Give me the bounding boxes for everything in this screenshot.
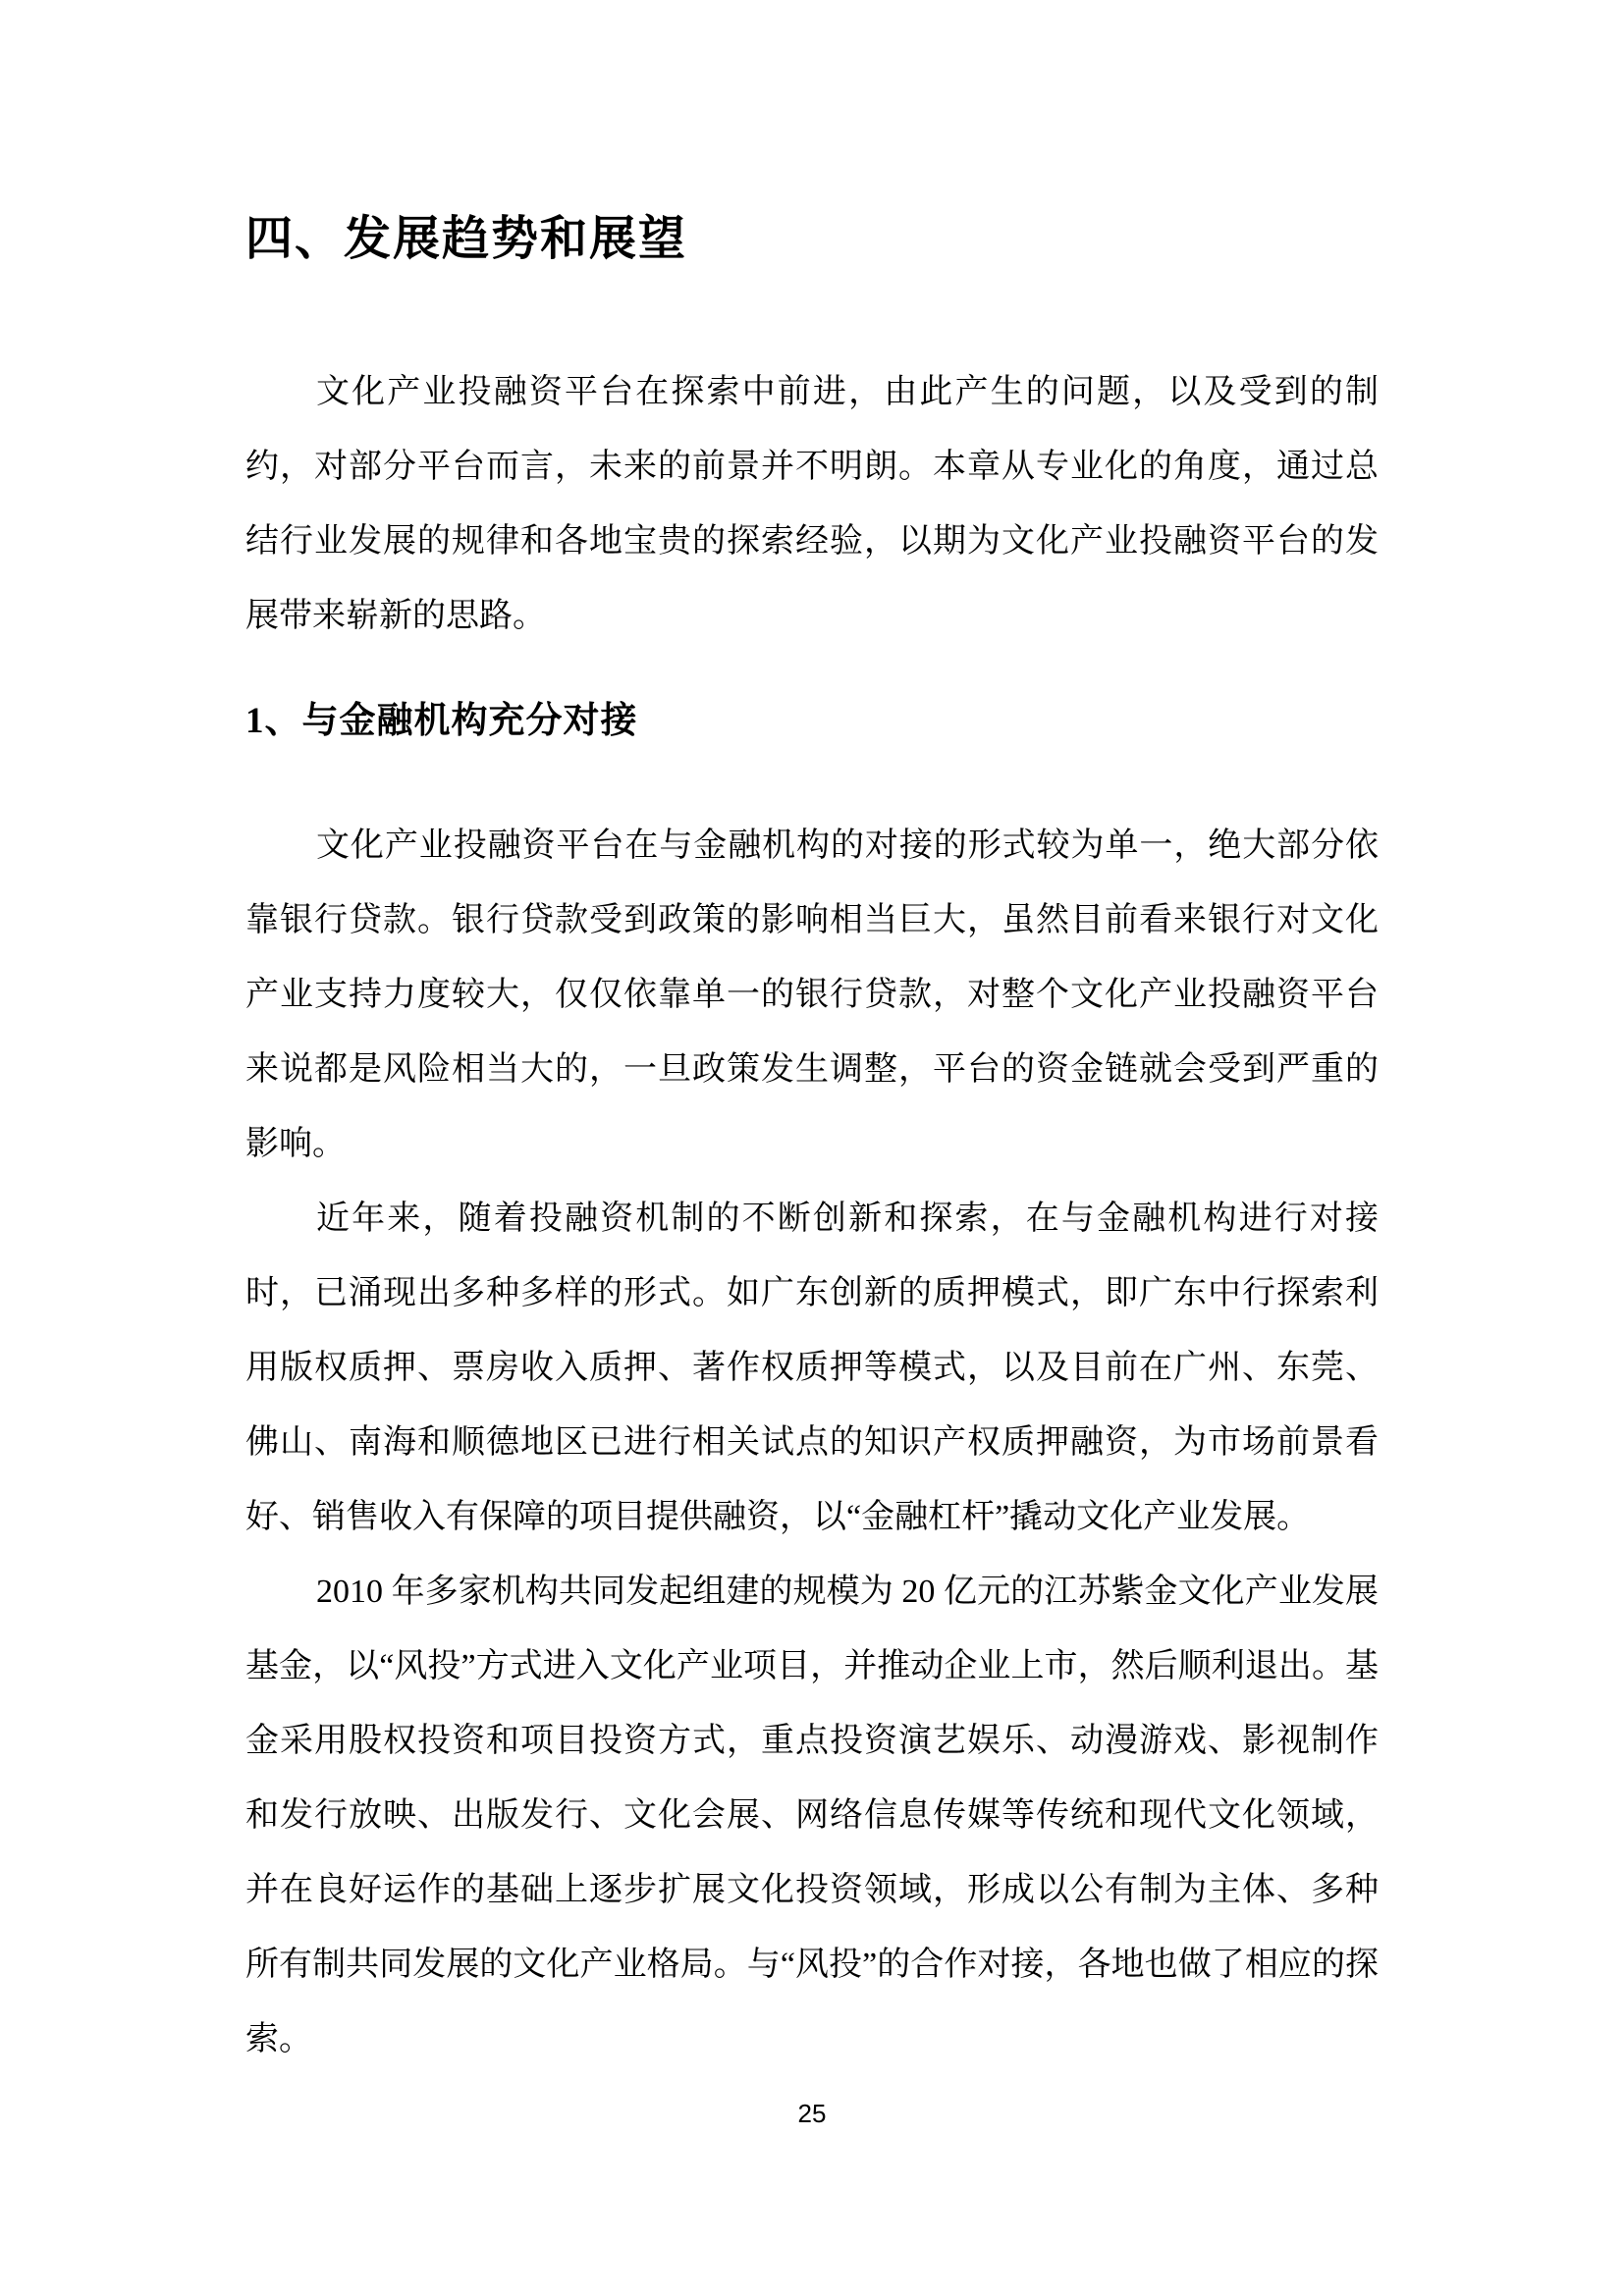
section1-paragraph-1: 文化产业投融资平台在与金融机构的对接的形式较为单一，绝大部分依靠银行贷款。银行贷款受到政策的影响相当巨大，虽然目前看来银行对文化产业支持力度较大，仅仅依靠单一的银行贷款，对整个文化产业投融资平台来说都是风险相当大的，一旦政策发生调整，平台的资金链就会受到严重的影响。 (245, 828, 1379, 1162)
section1-paragraph-3: 2010 年多家机构共同发起组建的规模为 20 亿元的江苏紫金文化产业发展基金，以“风投”方式进入文化产业项目，并推动企业上市，然后顺利退出。基金采用股权投资和项目投资方式，重点投资演艺娱乐、动漫游戏、影视制作和发行放映、出版发行、文化会展、网络信息传媒等传统和现代文化领域，并在良好运作的基础上逐步扩展文化投资领域，形成以公有制为主体、多种所有制共同发展的文化产业格局。与“风投”的合作对接，各地也做了相应的探索。 (245, 1574, 1379, 2057)
section-heading: 1、与金融机构充分对接 (245, 701, 638, 741)
page-number: 25 (797, 2099, 827, 2128)
chapter-title: 四、发展趋势和展望 (245, 213, 688, 265)
section1-paragraph-2: 近年来，随着投融资机制的不断创新和探索，在与金融机构进行对接时，已涌现出多种多样的形式。如广东创新的质押模式，即广东中行探索利用版权质押、票房收入质押、著作权质押等模式，以及目前在广州、东莞、佛山、南海和顺德地区已进行相关试点的知识产权质押融资，为市场前景看好、销售收入有保障的项目提供融资，以“金融杠杆”撬动文化产业发展。 (245, 1201, 1379, 1535)
intro-paragraph: 文化产业投融资平台在探索中前进，由此产生的问题，以及受到的制约，对部分平台而言，未来的前景并不明朗。本章从专业化的角度，通过总结行业发展的规律和各地宝贵的探索经验，以期为文化产业投融资平台的发展带来崭新的思路。 (245, 374, 1379, 634)
